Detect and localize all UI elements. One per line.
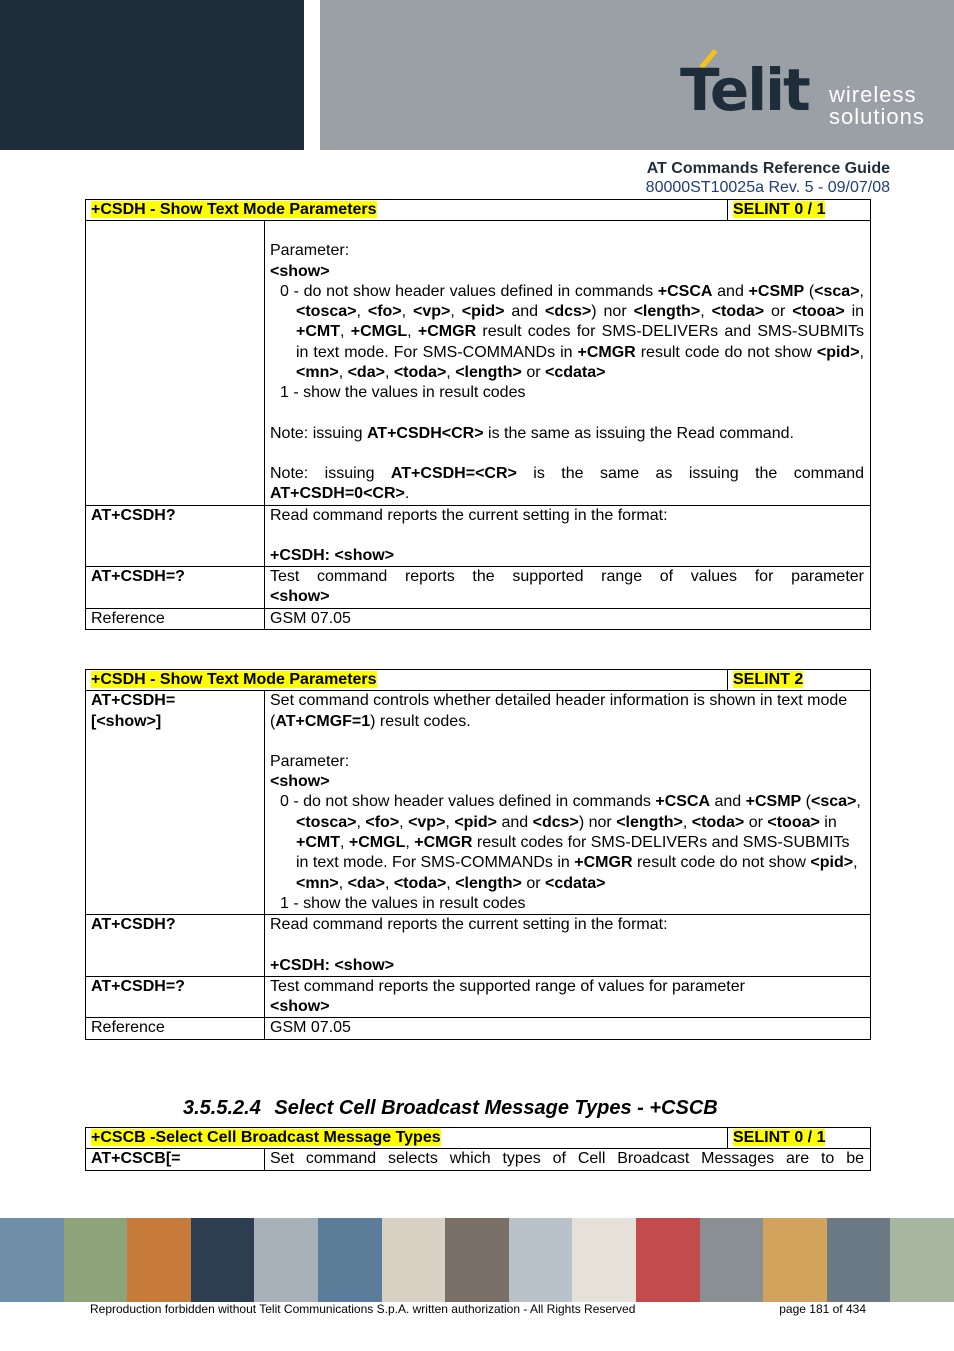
table-row (86, 608, 871, 629)
section-title: Select Cell Broadcast Message Types - +CSCB (274, 1097, 718, 1119)
table-row (86, 221, 871, 505)
table-header-row (86, 200, 871, 221)
table-row (86, 1149, 871, 1170)
set-command: AT+CSDH= [<show>] (86, 691, 265, 915)
footer-photo-tile (700, 1218, 764, 1302)
footer-photo-tile (0, 1218, 64, 1302)
test-param: <show> (270, 998, 330, 1016)
footer-photo-tile (318, 1218, 382, 1302)
option-1: 1 - show the values in result codes (280, 894, 526, 912)
table-row (86, 691, 871, 915)
read-command: AT+CSDH? (86, 505, 265, 567)
footer (90, 1302, 866, 1316)
table-row (86, 567, 871, 609)
csdh-table-selint2 (85, 669, 871, 1040)
header-dark-panel (0, 0, 304, 150)
table-title: +CSDH - Show Text Mode Parameters (91, 201, 377, 218)
table-row (86, 505, 871, 567)
footer-photo-tile (254, 1218, 318, 1302)
test-command: AT+CSDH=? (86, 567, 265, 609)
reference-value: GSM 07.05 (265, 1018, 871, 1039)
set-description: Set command controls whether detailed header information is shown in text mode (AT+CMGF=1) result codes. (270, 692, 848, 730)
reference-label: Reference (86, 1018, 265, 1039)
table-title: +CSCB -Select Cell Broadcast Message Types (91, 1129, 441, 1146)
footer-photo-tile (445, 1218, 509, 1302)
parameter-cell (265, 221, 871, 505)
show-param: <show> (270, 262, 330, 280)
option-0: 0 - do not show header values defined in commands +CSCA and +CSMP (<sca>, <tosca>, <fo>, <vp>, <pid> and <dcs>) nor <length>, <toda> or <tooa> in +CMT, +CMGL, +CMGR result codes for SMS-DELIVERs and SMS-SUBMITs in text mode. For SMS-COMMANDs in +CMGR result code do not show <pid>, <mn>, <da>, <toda>, <length> or <cdata> (280, 793, 861, 892)
reference-label: Reference (86, 608, 265, 629)
table-title: +CSDH - Show Text Mode Parameters (91, 671, 377, 688)
footer-photo-tile (509, 1218, 573, 1302)
option-1: 1 - show the values in result codes (280, 384, 526, 402)
footer-photo-tile (636, 1218, 700, 1302)
test-description: Test command reports the supported range of values for parameter (270, 568, 864, 586)
section-heading (183, 1097, 718, 1120)
test-command: AT+CSDH=? (86, 976, 265, 1018)
footer-photo-tile (127, 1218, 191, 1302)
test-description: Test command reports the supported range of values for parameter (270, 977, 745, 995)
copyright-notice: Reproduction forbidden without Telit Communications S.p.A. written authorization - All Rights Reserved (90, 1302, 636, 1316)
logo-tagline-line2: solutions (829, 104, 925, 129)
footer-photo-tile (382, 1218, 446, 1302)
selint-badge: SELINT 0 / 1 (733, 201, 826, 218)
table-row (86, 1018, 871, 1039)
footer-photo-tile (191, 1218, 255, 1302)
option-0: 0 - do not show header values defined in commands +CSCA and +CSMP (<sca>, <tosca>, <fo>, <vp>, <pid> and <dcs>) nor <length>, <toda> or <tooa> in +CMT, +CMGL, +CMGR result codes for SMS-DELIVERs and SMS-SUBMITs in text mode. For SMS-COMMANDs in +CMGR result code do not show <pid>, <mn>, <da>, <toda>, <length> or <cdata> (280, 282, 865, 382)
table-row (86, 976, 871, 1018)
table-row (86, 915, 871, 977)
selint-badge: SELINT 0 / 1 (733, 1129, 826, 1146)
note-2: Note: issuing AT+CSDH=<CR> is the same as issuing the command AT+CSDH=0<CR>. (270, 464, 864, 503)
section-number: 3.5.5.2.4 (183, 1097, 261, 1119)
read-description: Read command reports the current setting in the format: (270, 506, 668, 524)
footer-photo-tile (763, 1218, 827, 1302)
read-command: AT+CSDH? (86, 915, 265, 977)
telit-logo (676, 48, 936, 134)
read-format: +CSDH: <show> (270, 546, 395, 564)
parameter-label: Parameter: (270, 242, 350, 260)
set-description: Set command selects which types of Cell Broadcast Messages are to be (265, 1149, 871, 1170)
guide-title: AT Commands Reference Guide (646, 160, 890, 177)
read-description: Read command reports the current setting in the format: (270, 916, 668, 934)
logo-tagline (829, 84, 925, 128)
parameter-label: Parameter: (270, 752, 350, 770)
show-param: <show> (270, 773, 330, 791)
set-command: AT+CSCB[= (86, 1149, 265, 1170)
selint-badge: SELINT 2 (733, 671, 804, 688)
logo-tagline-line1: wireless (829, 82, 917, 107)
set-description-cell (265, 691, 871, 915)
page-number: page 181 of 434 (779, 1302, 866, 1316)
footer-photo-tile (890, 1218, 954, 1302)
footer-photo-tile (827, 1218, 891, 1302)
test-param: <show> (270, 588, 330, 606)
csdh-table-selint01 (85, 199, 871, 630)
footer-photo-tile (572, 1218, 636, 1302)
note-1: Note: issuing AT+CSDH<CR> is the same as issuing the Read command. (270, 424, 794, 442)
footer-photo-tile (64, 1218, 128, 1302)
logo-wordmark: Telit (680, 56, 809, 124)
revision-line: 80000ST10025a Rev. 5 - 09/07/08 (645, 179, 890, 196)
read-format: +CSDH: <show> (270, 956, 395, 974)
table-header-row (86, 670, 871, 691)
footer-photo-strip (0, 1218, 954, 1302)
table-header-row (86, 1128, 871, 1149)
reference-value: GSM 07.05 (265, 608, 871, 629)
cscb-table (85, 1127, 871, 1171)
